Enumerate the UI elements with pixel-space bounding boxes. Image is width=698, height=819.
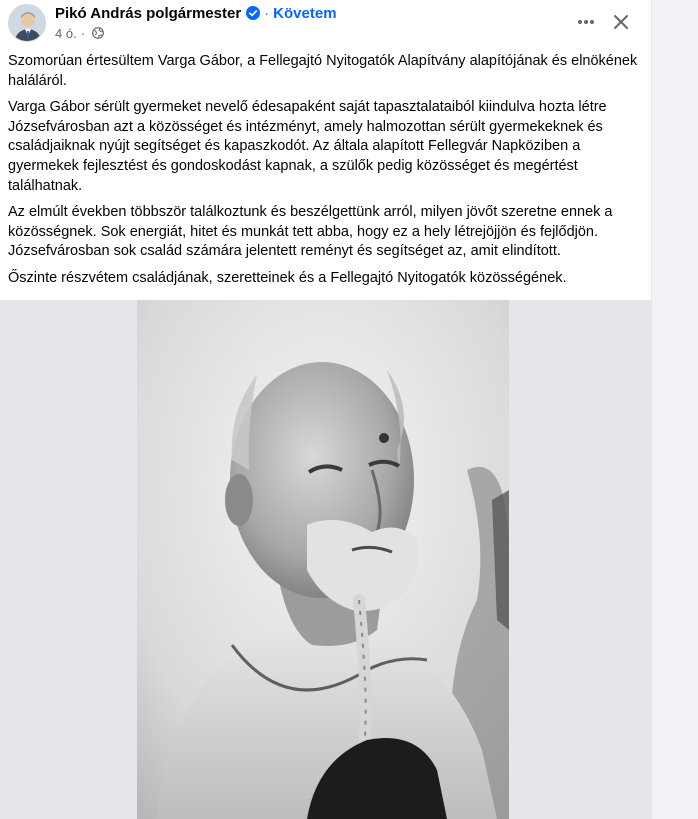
follow-button[interactable]: Követem — [273, 4, 337, 22]
post-photo[interactable] — [137, 300, 509, 819]
post-paragraph: Őszinte részvétem családjának, szeretteinek és a Fellegajtó Nyitogatók közösségének. — [8, 269, 567, 286]
close-button[interactable] — [606, 8, 636, 36]
meta-separator: · — [80, 25, 86, 41]
close-icon — [613, 14, 629, 30]
post-meta — [55, 25, 104, 41]
portrait-photo — [137, 300, 509, 819]
post-text — [8, 52, 640, 296]
more-dots-icon — [577, 19, 595, 25]
avatar-portrait — [9, 5, 46, 42]
author-line — [55, 4, 337, 22]
post-media[interactable] — [0, 300, 651, 819]
header-separator: · — [264, 4, 270, 22]
author-name[interactable]: Pikó András polgármester — [55, 4, 242, 22]
post-paragraph: Az elmúlt években többször találkoztunk és beszélgettünk arról, milyen jövőt szeretne ennek a közösségnek. Sok energiát, hitet és munkát tett abba, hogy ez a hely létrejöjjön és fejlődjön. Józsefvárosban sok család számára jelentett reményt és segítséget az, amit elindított. — [8, 204, 613, 260]
post-header — [0, 0, 651, 48]
page-background-edge — [651, 0, 698, 819]
author-avatar[interactable] — [8, 4, 46, 42]
post-timestamp[interactable]: 4 ó. — [55, 25, 77, 41]
post-paragraph: Varga Gábor sérült gyermeket nevelő édesapaként saját tapasztalataiból kiindulva hozta létre Józsefvárosban azt a közösséget és intézményt, amely halmozottan sérült gyermekeknek és családjaiknak nyújt segítséget és kapaszkodót. Az általa alapított Fellegvár Napköziben a gyermekek fejlesztést és gondoskodást kapnak, a szülők pedig közösséget és megértést találhatnak. — [8, 99, 607, 194]
verified-badge-icon — [246, 6, 260, 20]
globe-icon[interactable] — [92, 27, 104, 39]
post-paragraph: Szomorúan értesültem Varga Gábor, a Fellegajtó Nyitogatók Alapítvány alapítójának és elnökének haláláról. — [8, 53, 638, 89]
more-options-button[interactable] — [571, 8, 601, 36]
